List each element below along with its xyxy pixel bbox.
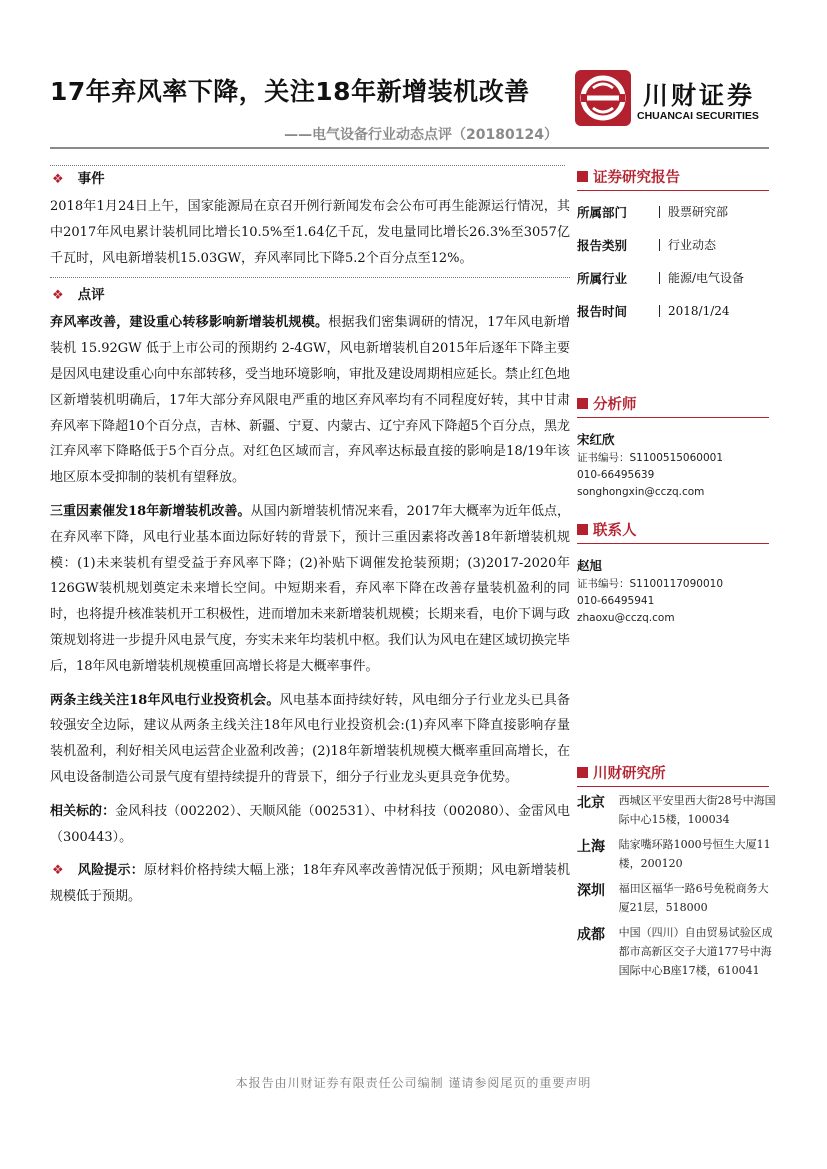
contact-heading: 联系人	[577, 519, 777, 540]
sidebar-analyst	[577, 393, 777, 501]
analyst-phone: 010-66495639	[577, 469, 655, 481]
office-city: 成都	[577, 927, 605, 943]
page-footer: 本报告由川财证券有限责任公司编制 谨请参阅尾页的重要声明	[235, 1076, 592, 1090]
meta-value: 股票研究部	[659, 206, 728, 218]
office-city: 深圳	[577, 883, 605, 899]
paragraph-lead: 风险提示：	[77, 863, 144, 879]
paragraph-body: 根据我们密集调研的情况，17年风电新增装机 15.92GW 低于上市公司的预期约 2-4GW，风电新增装机自2015年后逐年下降主要是因风电建设重心向中东部转移，受当地环境影响，审批及建设周期相应延长。禁止红色地区新增装机明确后，17年大部分弃风限电严重的地区弃风率均有不同程度好转，其中甘肃弃风率下降超10个百分点，吉林、新疆、宁夏、内蒙古、辽宁弃风下降超5个百分点，黑龙江弃风率下降略低于5个百分点。对红色区域而言，弃风率达标最直接的影响是18/19年该地区原本受抑制的装机有望释放。	[50, 315, 571, 486]
contact-email[interactable]: zhaoxu@cczq.com	[577, 612, 675, 624]
report-title: 17年弃风率下降，关注18年新增装机改善	[50, 77, 530, 106]
meta-key: 所属行业	[577, 270, 628, 286]
paragraph-lead: 相关标的：	[50, 803, 116, 819]
office-address: 中国（四川）自由贸易试验区成都市高新区交子大道177号中海国际中心B座17楼，610041	[618, 926, 773, 977]
sidebar-rule	[577, 417, 769, 418]
chuancai-logo-icon	[575, 70, 631, 126]
comment-paragraph-3	[50, 688, 570, 791]
meta-value: 2018/1/24	[659, 305, 730, 317]
contact-phone: 010-66495941	[577, 595, 655, 607]
event-heading	[50, 166, 570, 194]
office-address: 陆家嘴环路1000号恒生大厦11楼，200120	[618, 838, 771, 870]
office-item	[577, 879, 777, 917]
square-bullet-icon	[577, 524, 588, 535]
sidebar-rule	[577, 543, 769, 544]
diamond-bullet-icon: ❖	[52, 172, 64, 188]
meta-key: 报告时间	[577, 303, 628, 319]
office-city: 上海	[577, 839, 605, 855]
office-address: 西城区平安里西大街28号中海国际中心15楼，100034	[618, 794, 776, 826]
paragraph-lead: 弃风率改善，建设重心转移影响新增装机规模。	[50, 315, 329, 331]
meta-value: 能源/电气设备	[659, 272, 744, 284]
meta-row	[577, 294, 777, 327]
office-item	[577, 835, 777, 873]
meta-key: 所属部门	[577, 204, 628, 220]
event-heading-label: 事件	[77, 171, 105, 188]
comment-heading	[50, 282, 570, 310]
event-paragraph: 2018年1月24日上午，国家能源局在京召开例行新闻发布会公布可再生能源运行情况，其中2017年风电累计装机同比增长10.5%至1.64亿千瓦，发电量同比增长26.3%至3057亿千瓦时，风电新增装机15.03GW，弃风率同比下降5.2个百分点至12%。	[50, 199, 570, 266]
paragraph-body: 从国内新增装机情况来看，2017年大概率为近年低点，在弃风率下降，风电行业基本面边际好转的背景下，预计三重因素将改善18年新增装机规模：(1)未来装机有望受益于弃风率下降；(2)补贴下调催发抢装预期；(3)2017-2020年126GW装机规划奠定未来增长空间。中短期来看，弃风率下降在改善存量装机盈利的同时，也将提升核准装机开工积极性，进而增加未来新增装机规模；长期来看，电价下调与政策规划将进一步提升风电景气度，夯实未来年均装机中枢。我们认为风电在建区域切换完毕后，18年风电新增装机规模重回高增长将是大概率事件。	[50, 503, 571, 674]
office-item	[577, 923, 777, 980]
office-city: 北京	[577, 795, 605, 811]
square-bullet-icon	[577, 171, 588, 182]
paragraph-lead: 两条主线关注18年风电行业投资机会。	[50, 692, 280, 708]
sidebar-report-info	[577, 166, 777, 327]
risk-warning	[50, 858, 570, 910]
paragraph-body: 风电基本面持续好转，风电细分子行业龙头已具备较强安全边际，建议从两条主线关注18年风电行业投资机会:(1)弃风率下降直接影响存量装机盈利，利好相关风电运营企业盈利改善；(2)18年新增装机规模大概率重回高增长，在风电设备制造公司景气度有望持续提升的背景下，细分子行业龙头更具竞争优势。	[50, 692, 570, 785]
report-subtitle: ——电气设备行业动态点评（20180124）	[284, 127, 558, 143]
contact-cert: 证书编号：S1100117090010	[577, 578, 724, 590]
analyst-email[interactable]: songhongxin@cczq.com	[577, 486, 705, 498]
logo-chinese-name: 川财证券	[643, 81, 756, 110]
report-heading: 证券研究报告	[577, 166, 777, 187]
sidebar-contact	[577, 519, 777, 627]
main-content	[50, 166, 570, 910]
paragraph-lead: 三重因素催发18年新增装机改善。	[50, 503, 251, 519]
header-rule	[50, 147, 769, 149]
comment-paragraph-1	[50, 310, 570, 491]
office-item	[577, 791, 777, 829]
diamond-bullet-icon: ❖	[52, 863, 64, 879]
diamond-bullet-icon: ❖	[52, 288, 64, 304]
meta-value: 行业动态	[659, 239, 716, 251]
section-divider	[50, 277, 570, 278]
meta-row	[577, 228, 777, 261]
meta-key: 报告类别	[577, 237, 628, 253]
analyst-cert: 证书编号：S1100515060001	[577, 452, 724, 464]
comment-paragraph-2	[50, 499, 570, 680]
paragraph-body: 金风科技（002202）、天顺风能（002531）、中材科技（002080）、金雷风电（300443）。	[50, 803, 570, 845]
analyst-heading: 分析师	[577, 393, 777, 414]
analyst-name: 宋红欣	[577, 432, 615, 447]
contact-name: 赵旭	[577, 558, 603, 573]
company-logo	[575, 70, 775, 130]
paragraph-body: 原材料价格持续大幅上涨；18年弃风率改善情况低于预期；风电新增装机规模低于预期。	[50, 863, 570, 905]
square-bullet-icon	[577, 398, 588, 409]
sidebar-institute	[577, 762, 777, 986]
related-targets	[50, 799, 570, 851]
office-address: 福田区福华一路6号免税商务大厦21层，518000	[618, 882, 769, 914]
meta-row	[577, 261, 777, 294]
square-bullet-icon	[577, 767, 588, 778]
institute-heading: 川财研究所	[577, 762, 777, 783]
meta-row	[577, 195, 777, 228]
comment-heading-label: 点评	[77, 287, 105, 304]
logo-english-name: CHUANCAI SECURITIES	[637, 110, 759, 122]
